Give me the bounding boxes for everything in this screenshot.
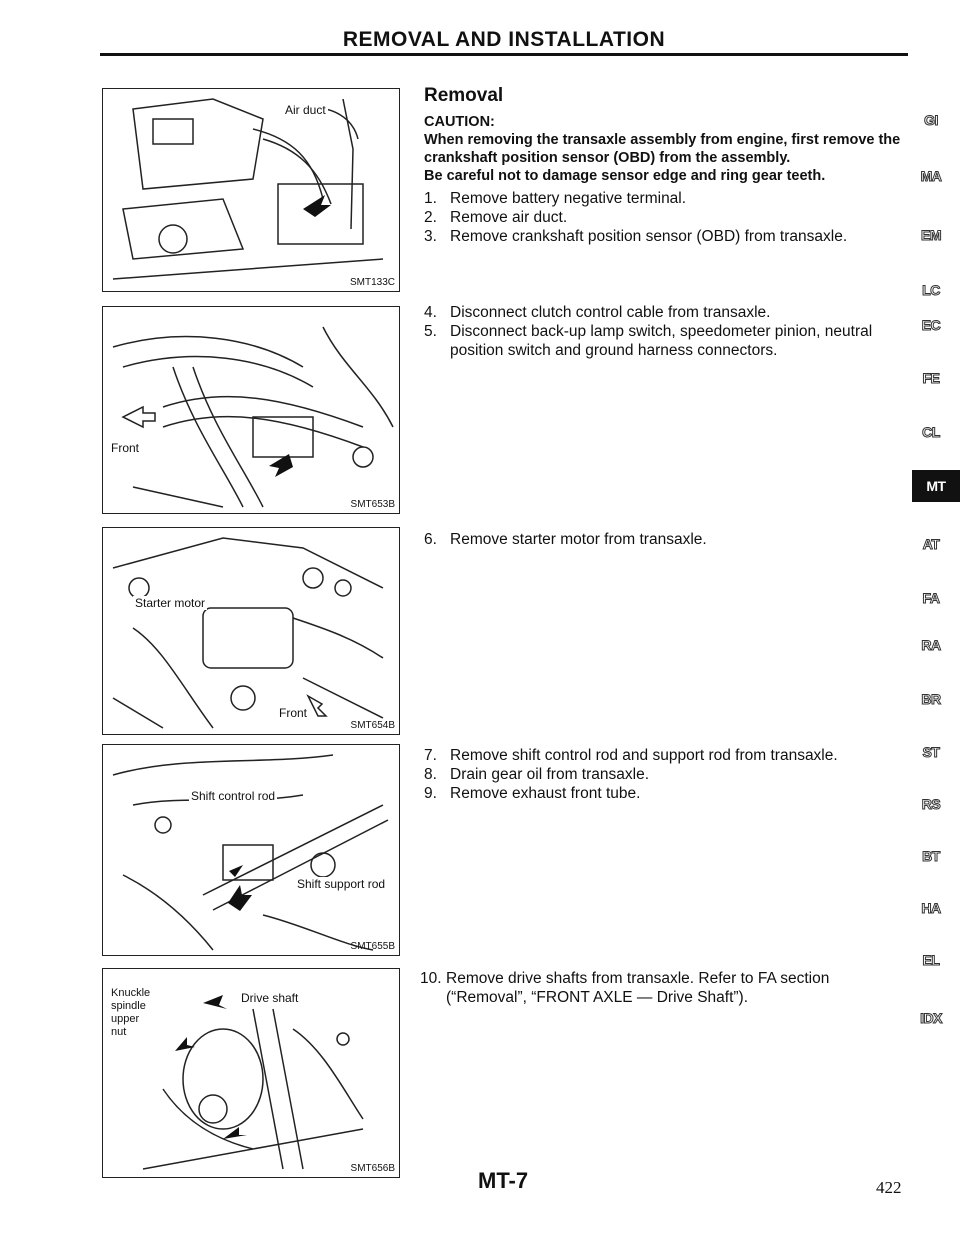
figure-drawing — [103, 745, 400, 956]
figure-shift-rods — [102, 744, 400, 956]
figure-drawing — [103, 89, 400, 292]
side-tab-gi[interactable]: GI — [924, 112, 938, 128]
figure-label: Knuckle spindle upper nut — [109, 987, 159, 1039]
step-item: 10. Remove drive shafts from transaxle. Refer to FA section (“Removal”, “FRONT AXLE — Drive Shaft”). — [420, 970, 830, 1006]
step-item: 4. Disconnect clutch control cable from transaxle. — [424, 304, 771, 321]
footer-section-code: MT-7 — [478, 1168, 529, 1193]
side-tab-st[interactable]: ST — [922, 744, 940, 760]
steps-group-3 — [424, 530, 910, 549]
figure-code: SMT655B — [350, 941, 395, 952]
step-item: 3. Remove crankshaft position sensor (OBD) from transaxle. — [424, 228, 848, 245]
side-tab-rs[interactable]: RS — [921, 796, 941, 812]
caution-title: CAUTION: — [424, 114, 495, 130]
steps-group-2 — [424, 303, 910, 360]
side-tab-mt-active[interactable]: MT — [912, 470, 960, 502]
side-tab-em[interactable]: EM — [921, 227, 941, 243]
figure-label: Air duct — [285, 103, 326, 117]
step-item: 6. Remove starter motor from transaxle. — [424, 531, 707, 548]
removal-intro — [424, 86, 910, 246]
figure-code: SMT653B — [350, 499, 395, 510]
figure-label: Shift control rod — [191, 789, 276, 803]
figure-air-duct — [102, 88, 400, 292]
side-tab-br[interactable]: BR — [921, 691, 941, 707]
side-tab-ra[interactable]: RA — [921, 637, 941, 653]
steps-group-4 — [424, 746, 910, 803]
figure-label: Shift support rod — [297, 877, 386, 891]
figure-code: SMT654B — [350, 720, 395, 731]
figure-label: Starter motor — [135, 596, 206, 610]
page-header: REMOVAL AND INSTALLATION — [342, 28, 666, 51]
side-tab-ma[interactable]: MA — [920, 168, 942, 184]
side-tab-ha[interactable]: HA — [921, 900, 941, 916]
side-tab-fe[interactable]: FE — [922, 370, 940, 386]
section-heading: Removal — [424, 85, 504, 106]
side-tab-idx[interactable]: IDX — [920, 1010, 942, 1026]
step-item: 5. Disconnect back-up lamp switch, speedometer pinion, neutral position switch and ground harness connectors. — [424, 323, 873, 359]
figure-drawing — [103, 307, 400, 514]
side-tab-fa[interactable]: FA — [922, 590, 940, 606]
figure-code: SMT133C — [349, 277, 395, 288]
figure-label: Front — [111, 441, 140, 455]
step-item: 8. Drain gear oil from transaxle. — [424, 766, 649, 783]
side-tab-lc[interactable]: LC — [922, 282, 940, 298]
figure-drive-shaft — [102, 968, 400, 1178]
step-item: 9. Remove exhaust front tube. — [424, 785, 641, 802]
step-item: 2. Remove air duct. — [424, 209, 568, 226]
side-tab-el[interactable]: EL — [922, 952, 940, 968]
figure-label: Front — [279, 706, 308, 720]
caution-text: When removing the transaxle assembly from engine, first remove the crankshaft position sensor (OBD) from the assembly. — [424, 132, 901, 166]
step-item: 7. Remove shift control rod and support rod from transaxle. — [424, 747, 838, 764]
figure-code: SMT656B — [350, 1163, 395, 1174]
steps-group-5 — [420, 969, 910, 1007]
step-item: 1. Remove battery negative terminal. — [424, 190, 687, 207]
side-tab-bt[interactable]: BT — [922, 848, 940, 864]
side-tab-ec[interactable]: EC — [921, 317, 941, 333]
side-tab-cl[interactable]: CL — [922, 424, 940, 440]
figure-clutch-cable — [102, 306, 400, 514]
caution-text: Be careful not to damage sensor edge and ring gear teeth. — [424, 168, 826, 184]
header-rule — [100, 53, 908, 56]
figure-starter-motor — [102, 527, 400, 735]
side-tab-at[interactable]: AT — [922, 536, 940, 552]
page-number: 422 — [876, 1178, 902, 1197]
figure-label: Drive shaft — [241, 991, 299, 1005]
figure-drawing — [103, 528, 400, 735]
